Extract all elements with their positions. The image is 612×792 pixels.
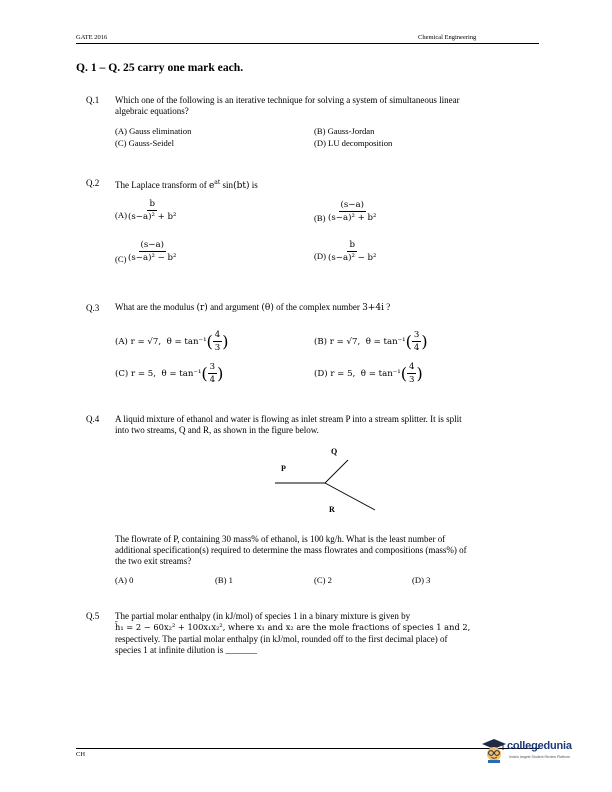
label-r: R — [329, 505, 335, 514]
q4-option-a: (A) 0 — [115, 575, 134, 585]
label-p: P — [281, 464, 286, 473]
collegedunia-tagline: India's largest Student Review Platform — [509, 755, 570, 759]
q2-option-d-fraction: $\frac{b}{\text{(s−a)² − b²}}$ — [328, 240, 377, 263]
q3-number: Q.3 — [86, 303, 100, 313]
q2-option-c-fraction: $\frac{(s-a)}{\text{(s−a)² − b²}}$ — [128, 240, 177, 263]
q5-line1: The partial molar enthalpy (in kJ/mol) of species 1 in a binary mixture is given by — [115, 611, 411, 621]
q1-option-d: (D) LU decomposition — [314, 138, 393, 148]
section-title: Q. 1 – Q. 25 carry one mark each. — [76, 61, 244, 74]
q4-option-d: (D) 3 — [412, 575, 431, 585]
q4-option-c: (C) 2 — [314, 575, 332, 585]
q2-option-c-label: (C) — [115, 254, 127, 264]
splitter-diagram — [260, 440, 390, 520]
header-rule — [76, 43, 539, 44]
q4-para-line2: additional specification(s) required to determine the mass flowrates and compositions (mass%) of — [115, 545, 467, 555]
stream-q-line — [325, 460, 348, 483]
q4-text-line2: into two streams, Q and R, as shown in the figure below. — [115, 425, 319, 435]
q2-number: Q.2 — [86, 178, 100, 188]
q2-option-a-fraction: $\frac{b}{\text{(s−a)² + b²}}$ — [128, 199, 177, 222]
q5-line3: respectively. The partial molar enthalpy (in kJ/mol, rounded off to the first decimal place) of — [115, 634, 448, 644]
q3-text: What are the modulus (r) and argument (θ) of the complex number 3+4i ? — [115, 302, 391, 313]
label-q: Q — [331, 447, 338, 456]
q2-option-a-label: (A) — [115, 210, 127, 220]
q5-line2: h̄₁ = 2 − 60x₂² + 100x₁x₂², where x₁ and x₂ are the mole fractions of species 1 and 2, — [115, 622, 471, 632]
q3-option-d: (D) r = 5, θ = tan⁻¹( $\frac{4}{3}$ ) — [314, 362, 423, 385]
collegedunia-logo-text: collegedunia — [507, 740, 572, 752]
q2-option-b-label: (B) — [314, 213, 326, 223]
q1-option-b: (B) Gauss-Jordan — [314, 126, 375, 136]
q5-number: Q.5 — [86, 611, 100, 621]
q1-option-c: (C) Gauss-Seidel — [115, 138, 174, 148]
collegedunia-logo-icon — [481, 737, 507, 763]
q5-line4: species 1 at infinite dilution is _______ — [115, 645, 257, 655]
q2-text: The Laplace transform of $e^{at}$ sin(bt) is — [115, 179, 258, 191]
header-subject: Chemical Engineering — [418, 34, 477, 41]
q1-text-line2: algebraic equations? — [115, 106, 189, 116]
q4-para-line3: the two exit streams? — [115, 556, 192, 566]
q4-text-line1: A liquid mixture of ethanol and water is flowing as inlet stream P into a stream splitter. It is split — [115, 414, 462, 424]
q3-option-c: (C) r = 5, θ = tan⁻¹( $\frac{3}{4}$ ) — [115, 362, 224, 385]
header-exam: GATE 2016 — [76, 34, 108, 41]
q1-option-a: (A) Gauss elimination — [115, 126, 192, 136]
footer-rule — [76, 748, 539, 749]
footer-paper-code: CH — [76, 751, 86, 758]
q4-number: Q.4 — [86, 414, 100, 424]
q3-option-b: (B) r = √7, θ = tan⁻¹( $\frac{3}{4}$ ) — [314, 330, 428, 353]
q2-option-b-fraction: $\frac{(s-a)}{\text{(s−a)² + b²}}$ — [328, 200, 377, 223]
q1-text-line1: Which one of the following is an iterative technique for solving a system of simultaneous linear — [115, 95, 460, 105]
q4-option-b: (B) 1 — [215, 575, 233, 585]
q1-number: Q.1 — [86, 95, 100, 105]
q2-option-d-label: (D) — [314, 251, 326, 261]
q4-para-line1: The flowrate of P, containing 30 mass% of ethanol, is 100 kg/h. What is the least number of — [115, 534, 446, 544]
q3-option-a: (A) r = √7, θ = tan⁻¹( $\frac{4}{3}$ ) — [115, 330, 229, 353]
